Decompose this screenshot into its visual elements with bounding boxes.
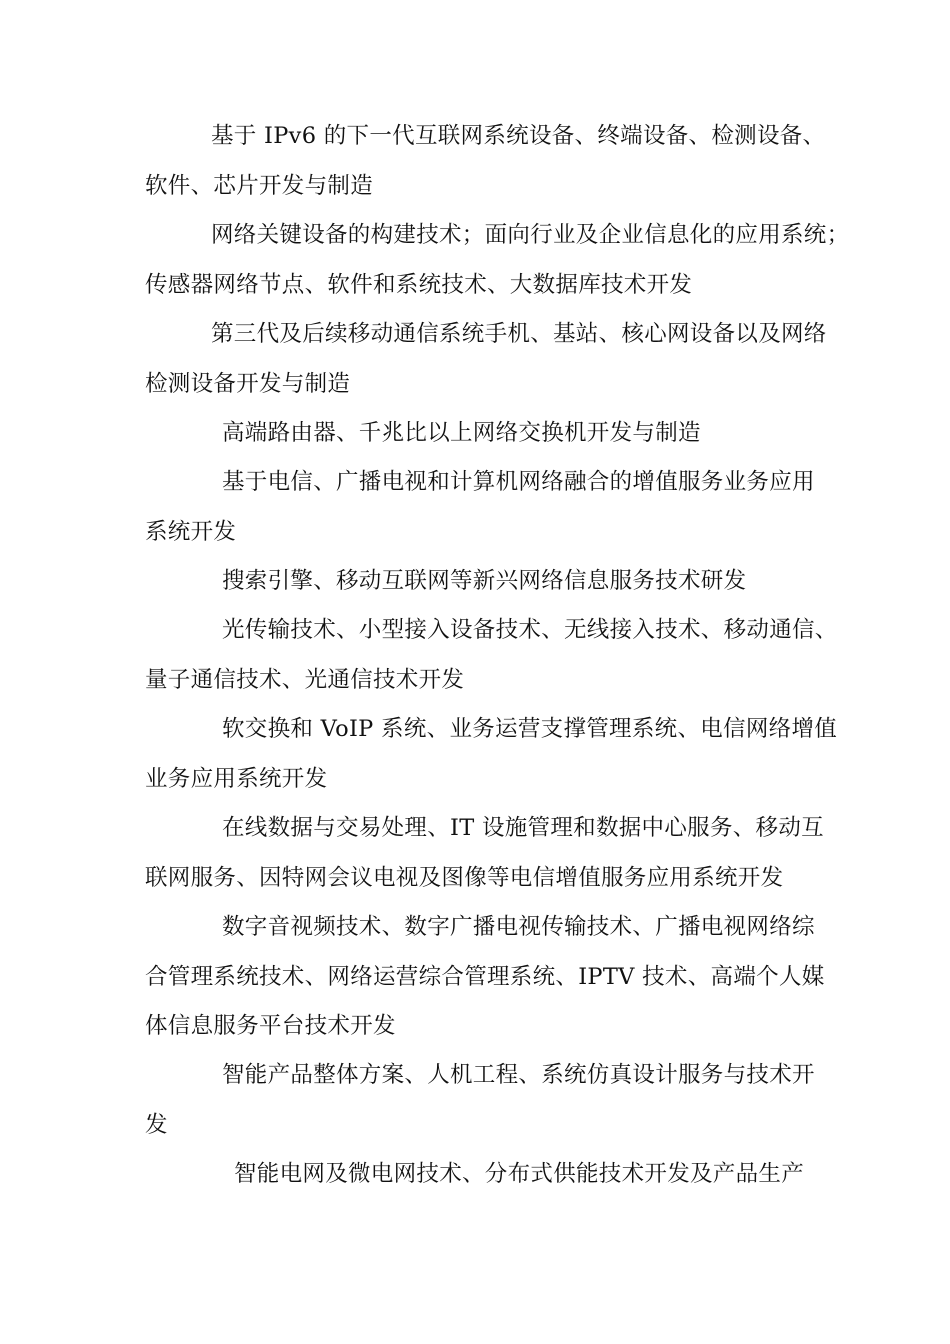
- paragraph: [145, 112, 826, 211]
- paragraph-line: 量子通信技术、光通信技术开发: [145, 666, 465, 693]
- paragraph: [145, 310, 827, 409]
- paragraph: [145, 1150, 810, 1200]
- paragraph-line: 智能电网及微电网技术、分布式供能技术开发及产品生产: [234, 1161, 805, 1187]
- paragraph-line: 网络关键设备的构建技术；面向行业及企业信息化的应用系统；: [211, 222, 850, 248]
- paragraph-line: 软交换和 VoIP 系统、业务运营支撑管理系统、电信网络增值: [222, 716, 838, 742]
- paragraph-line: 业务应用系统开发: [145, 765, 328, 792]
- paragraph-line: 系统开发: [145, 518, 237, 545]
- paragraph-line: 合管理系统技术、网络运营综合管理系统、IPTV 技术、高端个人媒: [145, 963, 825, 990]
- paragraph: [145, 1051, 815, 1150]
- paragraph-line: 在线数据与交易处理、IT 设施管理和数据中心服务、移动互: [222, 815, 824, 841]
- paragraph-line: 数字音视频技术、数字广播电视传输技术、广播电视网络综: [222, 914, 815, 940]
- paragraph: [145, 705, 838, 804]
- paragraph: [145, 211, 850, 310]
- paragraph: [145, 903, 825, 1052]
- paragraph: [145, 409, 810, 459]
- paragraph-line: 联网服务、因特网会议电视及图像等电信增值服务应用系统开发: [145, 864, 784, 891]
- paragraph-line: 光传输技术、小型接入设备技术、无线接入技术、移动通信、: [222, 617, 838, 643]
- paragraph-line: 传感器网络节点、软件和系统技术、大数据库技术开发: [145, 271, 693, 298]
- paragraph-line: 高端路由器、千兆比以上网络交换机开发与制造: [222, 420, 701, 446]
- paragraph-line: 体信息服务平台技术开发: [145, 1013, 396, 1039]
- paragraph: [145, 804, 824, 903]
- paragraph-line: 第三代及后续移动通信系统手机、基站、核心网设备以及网络: [211, 321, 827, 347]
- paragraph: [145, 557, 810, 607]
- paragraph-line: 智能产品整体方案、人机工程、系统仿真设计服务与技术开: [222, 1062, 815, 1088]
- paragraph-line: 软件、芯片开发与制造: [145, 172, 374, 199]
- paragraph-line: 发: [145, 1111, 168, 1138]
- paragraph: [145, 606, 838, 705]
- paragraph: [145, 458, 815, 557]
- paragraph-line: 基于电信、广播电视和计算机网络融合的增值服务业务应用: [222, 469, 815, 495]
- paragraph-line: 检测设备开发与制造: [145, 370, 351, 397]
- paragraph-line: 搜索引擎、移动互联网等新兴网络信息服务技术研发: [222, 568, 747, 594]
- paragraph-line: 基于 IPv6 的下一代互联网系统设备、终端设备、检测设备、: [211, 123, 826, 149]
